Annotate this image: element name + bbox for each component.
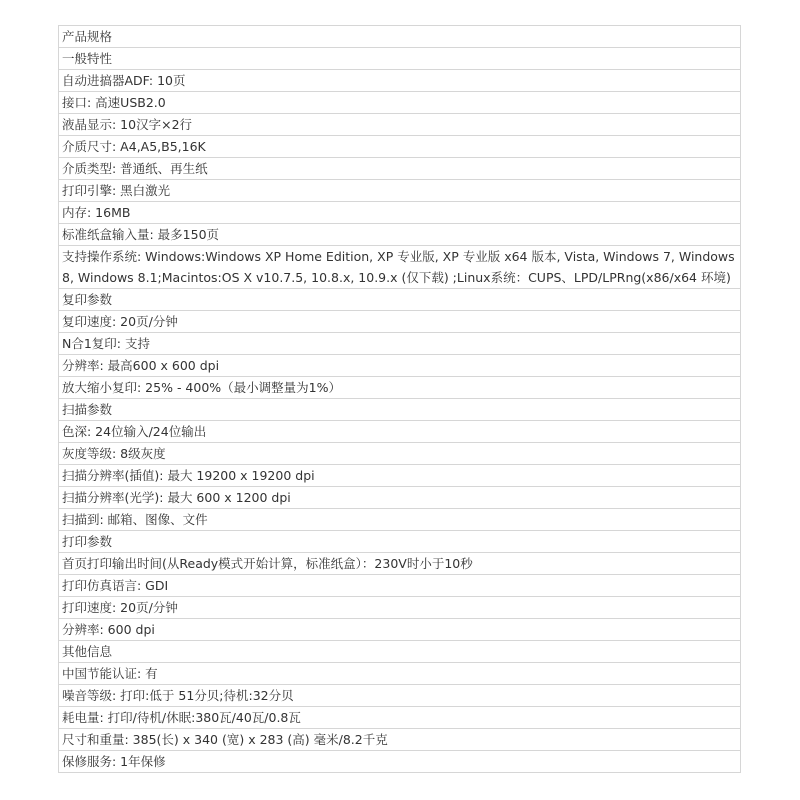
table-row [59, 158, 741, 180]
table-row [59, 377, 741, 399]
table-cell: 中国节能认证: 有 [59, 663, 741, 685]
table-row-os-support [59, 246, 741, 289]
table-cell: 耗电量: 打印/待机/休眠:380瓦/40瓦/0.8瓦 [59, 707, 741, 729]
table-cell: 复印速度: 20页/分钟 [59, 311, 741, 333]
table-cell: 介质尺寸: A4,A5,B5,16K [59, 136, 741, 158]
table-cell: 打印引擎: 黑白激光 [59, 180, 741, 202]
table-cell: 复印参数 [59, 289, 741, 311]
table-cell: 接口: 高速USB2.0 [59, 92, 741, 114]
table-row [59, 707, 741, 729]
table-row [59, 180, 741, 202]
table-row [59, 355, 741, 377]
spec-table [58, 25, 741, 773]
table-row [59, 685, 741, 707]
table-cell: 扫描到: 邮箱、图像、文件 [59, 509, 741, 531]
table-cell: 扫描分辨率(插值): 最大 19200 x 19200 dpi [59, 465, 741, 487]
table-row [59, 224, 741, 246]
table-row [59, 311, 741, 333]
table-cell: 灰度等级: 8级灰度 [59, 443, 741, 465]
table-row-print-params [59, 531, 741, 553]
table-row [59, 421, 741, 443]
table-cell: 扫描参数 [59, 399, 741, 421]
table-cell: 尺寸和重量: 385(长) x 340 (宽) x 283 (高) 毫米/8.2千克 [59, 729, 741, 751]
table-cell: 分辨率: 600 dpi [59, 619, 741, 641]
table-row [59, 136, 741, 158]
table-row-general [59, 48, 741, 70]
table-cell: 打印速度: 20页/分钟 [59, 597, 741, 619]
table-row-product-spec [59, 26, 741, 48]
table-row-scan-params [59, 399, 741, 421]
table-cell: 液晶显示: 10汉字×2行 [59, 114, 741, 136]
table-cell: 分辨率: 最高600 x 600 dpi [59, 355, 741, 377]
table-cell: 其他信息 [59, 641, 741, 663]
table-cell: 色深: 24位输入/24位输出 [59, 421, 741, 443]
table-cell: 首页打印输出时间(从Ready模式开始计算，标准纸盒）：230V时小于10秒 [59, 553, 741, 575]
table-cell: 内存: 16MB [59, 202, 741, 224]
table-cell: 一般特性 [59, 48, 741, 70]
table-cell: 扫描分辨率(光学): 最大 600 x 1200 dpi [59, 487, 741, 509]
table-row [59, 443, 741, 465]
table-row [59, 70, 741, 92]
table-row [59, 553, 741, 575]
table-cell: 介质类型: 普通纸、再生纸 [59, 158, 741, 180]
table-row [59, 202, 741, 224]
table-cell: 产品规格 [59, 26, 741, 48]
table-cell: 支持操作系统: Windows:Windows XP Home Edition, XP 专业版, XP 专业版 x64 版本, Vista, Windows 7, Windows 8, Windows 8.1;Macintos:OS X v10.7.5, 10.8.x, 10.9.x (仅下载) ;Linux系统：CUPS、LPD/LPRng(x86/x64 环境) [59, 246, 741, 289]
table-cell: 标准纸盒输入量: 最多150页 [59, 224, 741, 246]
table-cell: N合1复印: 支持 [59, 333, 741, 355]
table-cell: 自动进搞器ADF: 10页 [59, 70, 741, 92]
table-cell: 噪音等级: 打印:低于 51分贝;待机:32分贝 [59, 685, 741, 707]
table-cell: 打印仿真语言: GDI [59, 575, 741, 597]
table-row [59, 465, 741, 487]
table-row [59, 751, 741, 773]
table-cell: 放大缩小复印: 25% - 400%（最小调整量为1%） [59, 377, 741, 399]
table-row [59, 114, 741, 136]
table-cell: 打印参数 [59, 531, 741, 553]
table-row [59, 92, 741, 114]
spec-table-body [59, 26, 741, 773]
table-row [59, 333, 741, 355]
table-row [59, 509, 741, 531]
table-row [59, 663, 741, 685]
table-row-copy-params [59, 289, 741, 311]
table-row [59, 729, 741, 751]
table-cell: 保修服务: 1年保修 [59, 751, 741, 773]
table-row [59, 619, 741, 641]
table-row [59, 597, 741, 619]
table-row-other-info [59, 641, 741, 663]
table-row [59, 575, 741, 597]
table-row [59, 487, 741, 509]
